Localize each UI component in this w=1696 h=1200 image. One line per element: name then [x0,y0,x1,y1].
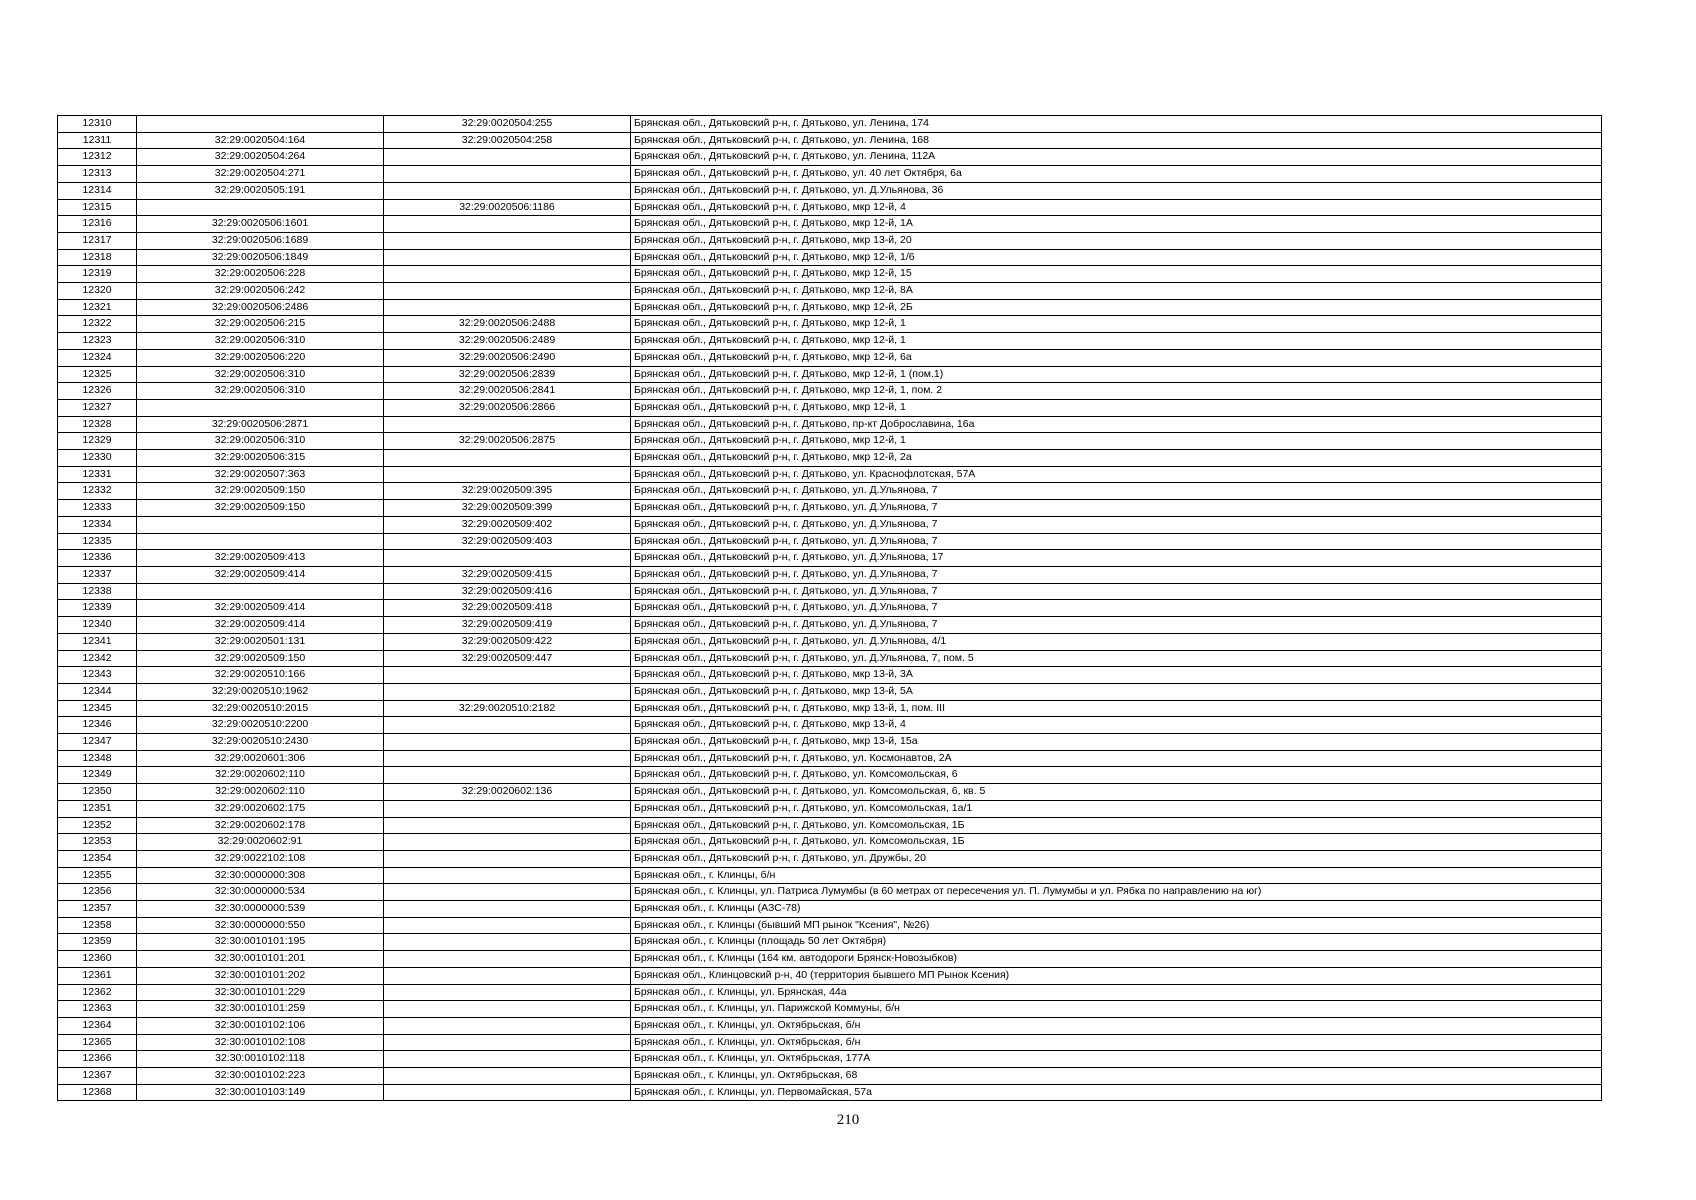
object-number-cell [384,266,631,283]
object-number-cell [384,450,631,467]
row-number-cell: 12322 [58,316,137,333]
parcel-number-cell: 32:30:0010101:229 [137,984,384,1001]
row-number-cell: 12311 [58,132,137,149]
object-number-cell: 32:29:0020509:447 [384,650,631,667]
property-table [57,115,1602,1101]
parcel-number-cell: 32:29:0020509:150 [137,650,384,667]
object-number-cell [384,734,631,751]
parcel-number-cell: 32:29:0020510:2200 [137,717,384,734]
object-number-cell [384,683,631,700]
row-number-cell: 12346 [58,717,137,734]
parcel-number-cell: 32:30:0010102:223 [137,1068,384,1085]
object-number-cell [384,182,631,199]
address-cell: Брянская обл., г. Клинцы (площадь 50 лет Октября) [631,934,1602,951]
address-cell: Брянская обл., Дятьковский р-н, г. Дятьково, ул. Д.Ульянова, 7 [631,500,1602,517]
object-number-cell [384,967,631,984]
row-number-cell: 12332 [58,483,137,500]
table-row [58,266,1602,283]
parcel-number-cell: 32:29:0020506:310 [137,433,384,450]
table-row [58,817,1602,834]
row-number-cell: 12329 [58,433,137,450]
parcel-number-cell: 32:29:0020506:1601 [137,216,384,233]
object-number-cell [384,800,631,817]
address-cell: Брянская обл., г. Клинцы, ул. Октябрьская, б/н [631,1017,1602,1034]
parcel-number-cell [137,199,384,216]
table-row [58,483,1602,500]
object-number-cell [384,1051,631,1068]
object-number-cell [384,216,631,233]
parcel-number-cell: 32:29:0020506:310 [137,383,384,400]
parcel-number-cell: 32:29:0020510:2015 [137,700,384,717]
object-number-cell [384,249,631,266]
object-number-cell: 32:29:0020509:399 [384,500,631,517]
address-cell: Брянская обл., Дятьковский р-н, г. Дятьково, мкр 12-й, 6а [631,349,1602,366]
object-number-cell: 32:29:0020506:2841 [384,383,631,400]
object-number-cell: 32:29:0020509:416 [384,583,631,600]
address-cell: Брянская обл., Дятьковский р-н, г. Дятьково, мкр 13-й, 3А [631,667,1602,684]
address-cell: Брянская обл., г. Клинцы, ул. Брянская, 44а [631,984,1602,1001]
address-cell: Брянская обл., Клинцовский р-н, 40 (территория бывшего МП Рынок Ксения) [631,967,1602,984]
row-number-cell: 12341 [58,633,137,650]
object-number-cell [384,299,631,316]
parcel-number-cell: 32:29:0020504:164 [137,132,384,149]
object-number-cell: 32:29:0020506:1186 [384,199,631,216]
address-cell: Брянская обл., Дятьковский р-н, г. Дятьково, мкр 13-й, 20 [631,232,1602,249]
table-row [58,283,1602,300]
table-row [58,1084,1602,1101]
table-row [58,600,1602,617]
object-number-cell [384,1084,631,1101]
row-number-cell: 12325 [58,366,137,383]
table-row [58,1051,1602,1068]
parcel-number-cell: 32:29:0020506:1689 [137,232,384,249]
parcel-number-cell: 32:29:0020509:414 [137,600,384,617]
object-number-cell [384,667,631,684]
parcel-number-cell: 32:29:0020504:264 [137,149,384,166]
row-number-cell: 12348 [58,750,137,767]
parcel-number-cell: 32:29:0020506:242 [137,283,384,300]
object-number-cell: 32:29:0020506:2489 [384,333,631,350]
object-number-cell: 32:29:0020510:2182 [384,700,631,717]
parcel-number-cell: 32:29:0020602:91 [137,834,384,851]
row-number-cell: 12312 [58,149,137,166]
parcel-number-cell: 32:29:0020602:110 [137,784,384,801]
object-number-cell [384,884,631,901]
row-number-cell: 12349 [58,767,137,784]
object-number-cell [384,934,631,951]
object-number-cell [384,717,631,734]
object-number-cell: 32:29:0020602:136 [384,784,631,801]
table-row [58,800,1602,817]
table-row [58,767,1602,784]
address-cell: Брянская обл., Дятьковский р-н, г. Дятьково, ул. Д.Ульянова, 7 [631,617,1602,634]
table-row [58,633,1602,650]
table-row [58,1034,1602,1051]
table-row [58,683,1602,700]
object-number-cell [384,550,631,567]
row-number-cell: 12344 [58,683,137,700]
parcel-number-cell [137,116,384,133]
row-number-cell: 12326 [58,383,137,400]
parcel-number-cell: 32:30:0010101:195 [137,934,384,951]
table-row [58,299,1602,316]
address-cell: Брянская обл., г. Клинцы, ул. Октябрьская, 177А [631,1051,1602,1068]
parcel-number-cell: 32:29:0020602:175 [137,800,384,817]
address-cell: Брянская обл., Дятьковский р-н, г. Дятьково, мкр 12-й, 1 [631,399,1602,416]
parcel-number-cell: 32:30:0010101:201 [137,951,384,968]
parcel-number-cell: 32:30:0000000:539 [137,901,384,918]
object-number-cell: 32:29:0020509:419 [384,617,631,634]
address-cell: Брянская обл., Дятьковский р-н, г. Дятьково, ул. Космонавтов, 2А [631,750,1602,767]
table-row [58,750,1602,767]
table-row [58,734,1602,751]
parcel-number-cell: 32:29:0020501:131 [137,633,384,650]
address-cell: Брянская обл., г. Клинцы, ул. Октябрьская, 68 [631,1068,1602,1085]
parcel-number-cell: 32:30:0010102:106 [137,1017,384,1034]
address-cell: Брянская обл., Дятьковский р-н, г. Дятьково, мкр 12-й, 8А [631,283,1602,300]
table-row [58,383,1602,400]
table-row [58,967,1602,984]
object-number-cell [384,984,631,1001]
table-row [58,450,1602,467]
row-number-cell: 12333 [58,500,137,517]
address-cell: Брянская обл., Дятьковский р-н, г. Дятьково, ул. Краснофлотская, 57А [631,466,1602,483]
table-row [58,784,1602,801]
address-cell: Брянская обл., Дятьковский р-н, г. Дятьково, ул. Дружбы, 20 [631,850,1602,867]
parcel-number-cell: 32:30:0010102:118 [137,1051,384,1068]
table-row [58,466,1602,483]
address-cell: Брянская обл., Дятьковский р-н, г. Дятьково, ул. Д.Ульянова, 36 [631,182,1602,199]
table-row [58,650,1602,667]
row-number-cell: 12323 [58,333,137,350]
table-row [58,182,1602,199]
address-cell: Брянская обл., Дятьковский р-н, г. Дятьково, мкр 13-й, 5А [631,683,1602,700]
object-number-cell: 32:29:0020504:258 [384,132,631,149]
address-cell: Брянская обл., г. Клинцы, б/н [631,867,1602,884]
parcel-number-cell: 32:29:0020506:310 [137,333,384,350]
object-number-cell: 32:29:0020506:2866 [384,399,631,416]
address-cell: Брянская обл., Дятьковский р-н, г. Дятьково, ул. Комсомольская, 1а/1 [631,800,1602,817]
row-number-cell: 12318 [58,249,137,266]
table-row [58,984,1602,1001]
row-number-cell: 12347 [58,734,137,751]
address-cell: Брянская обл., Дятьковский р-н, г. Дятьково, мкр 12-й, 1 [631,316,1602,333]
parcel-number-cell: 32:29:0020506:1849 [137,249,384,266]
parcel-number-cell: 32:30:0000000:550 [137,917,384,934]
address-cell: Брянская обл., г. Клинцы, ул. Октябрьская, б/н [631,1034,1602,1051]
object-number-cell [384,901,631,918]
parcel-number-cell: 32:30:0010102:108 [137,1034,384,1051]
table-row [58,550,1602,567]
address-cell: Брянская обл., Дятьковский р-н, г. Дятьково, мкр 12-й, 1 [631,433,1602,450]
address-cell: Брянская обл., Дятьковский р-н, г. Дятьково, мкр 12-й, 1А [631,216,1602,233]
object-number-cell: 32:29:0020509:395 [384,483,631,500]
object-number-cell [384,767,631,784]
parcel-number-cell: 32:29:0020506:315 [137,450,384,467]
row-number-cell: 12361 [58,967,137,984]
parcel-number-cell: 32:30:0010101:202 [137,967,384,984]
row-number-cell: 12327 [58,399,137,416]
address-cell: Брянская обл., Дятьковский р-н, г. Дятьково, ул. Д.Ульянова, 4/1 [631,633,1602,650]
row-number-cell: 12360 [58,951,137,968]
parcel-number-cell: 32:30:0000000:534 [137,884,384,901]
object-number-cell: 32:29:0020506:2490 [384,349,631,366]
table-row [58,850,1602,867]
object-number-cell [384,867,631,884]
table-row [58,232,1602,249]
object-number-cell [384,1068,631,1085]
row-number-cell: 12363 [58,1001,137,1018]
object-number-cell [384,1001,631,1018]
parcel-number-cell: 32:29:0020510:166 [137,667,384,684]
parcel-number-cell [137,516,384,533]
address-cell: Брянская обл., Дятьковский р-н, г. Дятьково, ул. Д.Ульянова, 7 [631,583,1602,600]
object-number-cell: 32:29:0020506:2488 [384,316,631,333]
parcel-number-cell: 32:29:0020602:110 [137,767,384,784]
address-cell: Брянская обл., Дятьковский р-н, г. Дятьково, ул. Д.Ульянова, 7 [631,533,1602,550]
object-number-cell: 32:29:0020509:403 [384,533,631,550]
address-cell: Брянская обл., г. Клинцы, ул. Патриса Лумумбы (в 60 метрах от пересечения ул. П. Лумумбы и ул. Рябка по направлению на юг) [631,884,1602,901]
table-row [58,700,1602,717]
table-row [58,934,1602,951]
object-number-cell [384,917,631,934]
row-number-cell: 12366 [58,1051,137,1068]
object-number-cell [384,850,631,867]
table-row [58,166,1602,183]
object-number-cell [384,283,631,300]
object-number-cell [384,834,631,851]
table-row [58,349,1602,366]
table-row [58,316,1602,333]
table-row [58,884,1602,901]
row-number-cell: 12356 [58,884,137,901]
parcel-number-cell: 32:30:0000000:308 [137,867,384,884]
row-number-cell: 12354 [58,850,137,867]
address-cell: Брянская обл., г. Клинцы (АЗС-78) [631,901,1602,918]
object-number-cell [384,416,631,433]
parcel-number-cell: 32:29:0020601:306 [137,750,384,767]
table-row [58,566,1602,583]
row-number-cell: 12336 [58,550,137,567]
row-number-cell: 12351 [58,800,137,817]
address-cell: Брянская обл., Дятьковский р-н, г. Дятьково, мкр 13-й, 4 [631,717,1602,734]
object-number-cell: 32:29:0020509:418 [384,600,631,617]
object-number-cell: 32:29:0020506:2875 [384,433,631,450]
row-number-cell: 12367 [58,1068,137,1085]
row-number-cell: 12338 [58,583,137,600]
object-number-cell [384,466,631,483]
table-row [58,116,1602,133]
row-number-cell: 12313 [58,166,137,183]
row-number-cell: 12337 [58,566,137,583]
table-row [58,533,1602,550]
object-number-cell: 32:29:0020504:255 [384,116,631,133]
address-cell: Брянская обл., Дятьковский р-н, г. Дятьково, мкр 13-й, 1, пом. III [631,700,1602,717]
parcel-number-cell: 32:29:0020509:150 [137,483,384,500]
page-number: 210 [836,1112,860,1128]
parcel-number-cell: 32:29:0020509:414 [137,566,384,583]
address-cell: Брянская обл., г. Клинцы, ул. Первомайская, 57а [631,1084,1602,1101]
table-row [58,216,1602,233]
object-number-cell [384,166,631,183]
table-row [58,399,1602,416]
table-row [58,717,1602,734]
row-number-cell: 12339 [58,600,137,617]
table-body [58,116,1602,1101]
object-number-cell [384,232,631,249]
object-number-cell: 32:29:0020509:422 [384,633,631,650]
row-number-cell: 12343 [58,667,137,684]
row-number-cell: 12340 [58,617,137,634]
parcel-number-cell: 32:29:0020602:178 [137,817,384,834]
parcel-number-cell: 32:30:0010103:149 [137,1084,384,1101]
object-number-cell [384,149,631,166]
table-row [58,500,1602,517]
table-row [58,433,1602,450]
table-row [58,667,1602,684]
row-number-cell: 12321 [58,299,137,316]
table-row [58,901,1602,918]
row-number-cell: 12328 [58,416,137,433]
table-row [58,333,1602,350]
parcel-number-cell: 32:29:0020505:191 [137,182,384,199]
address-cell: Брянская обл., Дятьковский р-н, г. Дятьково, мкр 12-й, 1/6 [631,249,1602,266]
row-number-cell: 12316 [58,216,137,233]
table-row [58,951,1602,968]
address-cell: Брянская обл., Дятьковский р-н, г. Дятьково, мкр 12-й, 2а [631,450,1602,467]
row-number-cell: 12362 [58,984,137,1001]
parcel-number-cell: 32:29:0020504:271 [137,166,384,183]
address-cell: Брянская обл., Дятьковский р-н, г. Дятьково, ул. Д.Ульянова, 7 [631,516,1602,533]
row-number-cell: 12319 [58,266,137,283]
address-cell: Брянская обл., Дятьковский р-н, г. Дятьково, ул. Ленина, 112А [631,149,1602,166]
table-row [58,1001,1602,1018]
parcel-number-cell: 32:29:0020506:310 [137,366,384,383]
table-row [58,416,1602,433]
parcel-number-cell: 32:29:0020510:1962 [137,683,384,700]
address-cell: Брянская обл., Дятьковский р-н, г. Дятьково, ул. 40 лет Октября, 6а [631,166,1602,183]
address-cell: Брянская обл., Дятьковский р-н, г. Дятьково, ул. Ленина, 168 [631,132,1602,149]
address-cell: Брянская обл., Дятьковский р-н, г. Дятьково, мкр 13-й, 15а [631,734,1602,751]
table-row [58,617,1602,634]
parcel-number-cell: 32:29:0020509:414 [137,617,384,634]
address-cell: Брянская обл., г. Клинцы (бывший МП рынок "Ксения", №26) [631,917,1602,934]
row-number-cell: 12342 [58,650,137,667]
row-number-cell: 12335 [58,533,137,550]
row-number-cell: 12357 [58,901,137,918]
table-row [58,199,1602,216]
parcel-number-cell: 32:29:0020506:215 [137,316,384,333]
address-cell: Брянская обл., г. Клинцы, ул. Парижской Коммуны, б/н [631,1001,1602,1018]
object-number-cell [384,750,631,767]
table-row [58,249,1602,266]
address-cell: Брянская обл., Дятьковский р-н, г. Дятьково, ул. Комсомольская, 1Б [631,834,1602,851]
address-cell: Брянская обл., Дятьковский р-н, г. Дятьково, ул. Комсомольская, 6, кв. 5 [631,784,1602,801]
row-number-cell: 12353 [58,834,137,851]
address-cell: Брянская обл., Дятьковский р-н, г. Дятьково, ул. Д.Ульянова, 7, пом. 5 [631,650,1602,667]
table-row [58,917,1602,934]
row-number-cell: 12330 [58,450,137,467]
address-cell: Брянская обл., Дятьковский р-н, г. Дятьково, ул. Д.Ульянова, 17 [631,550,1602,567]
object-number-cell [384,951,631,968]
row-number-cell: 12355 [58,867,137,884]
parcel-number-cell: 32:29:0020506:228 [137,266,384,283]
address-cell: Брянская обл., Дятьковский р-н, г. Дятьково, пр-кт Доброславина, 16а [631,416,1602,433]
address-cell: Брянская обл., Дятьковский р-н, г. Дятьково, ул. Ленина, 174 [631,116,1602,133]
parcel-number-cell [137,583,384,600]
parcel-number-cell [137,533,384,550]
row-number-cell: 12364 [58,1017,137,1034]
parcel-number-cell: 32:29:0020509:150 [137,500,384,517]
row-number-cell: 12368 [58,1084,137,1101]
address-cell: Брянская обл., Дятьковский р-н, г. Дятьково, мкр 12-й, 4 [631,199,1602,216]
row-number-cell: 12345 [58,700,137,717]
address-cell: Брянская обл., Дятьковский р-н, г. Дятьково, ул. Д.Ульянова, 7 [631,600,1602,617]
address-cell: Брянская обл., Дятьковский р-н, г. Дятьково, мкр 12-й, 1, пом. 2 [631,383,1602,400]
parcel-number-cell: 32:29:0022102:108 [137,850,384,867]
object-number-cell [384,1034,631,1051]
address-cell: Брянская обл., Дятьковский р-н, г. Дятьково, ул. Д.Ульянова, 7 [631,566,1602,583]
parcel-number-cell: 32:29:0020506:220 [137,349,384,366]
address-cell: Брянская обл., г. Клинцы (164 км. автодороги Брянск-Новозыбков) [631,951,1602,968]
row-number-cell: 12314 [58,182,137,199]
row-number-cell: 12358 [58,917,137,934]
parcel-number-cell: 32:29:0020510:2430 [137,734,384,751]
table-row [58,366,1602,383]
row-number-cell: 12324 [58,349,137,366]
row-number-cell: 12320 [58,283,137,300]
object-number-cell: 32:29:0020506:2839 [384,366,631,383]
table-row [58,834,1602,851]
table-row [58,516,1602,533]
table-row [58,1017,1602,1034]
address-cell: Брянская обл., Дятьковский р-н, г. Дятьково, ул. Комсомольская, 1Б [631,817,1602,834]
row-number-cell: 12365 [58,1034,137,1051]
parcel-number-cell: 32:29:0020506:2871 [137,416,384,433]
row-number-cell: 12331 [58,466,137,483]
object-number-cell [384,1017,631,1034]
table-row [58,149,1602,166]
row-number-cell: 12315 [58,199,137,216]
parcel-number-cell: 32:29:0020509:413 [137,550,384,567]
address-cell: Брянская обл., Дятьковский р-н, г. Дятьково, мкр 12-й, 2Б [631,299,1602,316]
parcel-number-cell [137,399,384,416]
parcel-number-cell: 32:30:0010101:259 [137,1001,384,1018]
address-cell: Брянская обл., Дятьковский р-н, г. Дятьково, мкр 12-й, 1 [631,333,1602,350]
object-number-cell [384,817,631,834]
parcel-number-cell: 32:29:0020506:2486 [137,299,384,316]
table-row [58,1068,1602,1085]
row-number-cell: 12310 [58,116,137,133]
row-number-cell: 12359 [58,934,137,951]
table-row [58,867,1602,884]
table-row [58,132,1602,149]
object-number-cell: 32:29:0020509:415 [384,566,631,583]
table-row [58,583,1602,600]
parcel-number-cell: 32:29:0020507:363 [137,466,384,483]
row-number-cell: 12334 [58,516,137,533]
address-cell: Брянская обл., Дятьковский р-н, г. Дятьково, ул. Комсомольская, 6 [631,767,1602,784]
row-number-cell: 12352 [58,817,137,834]
object-number-cell: 32:29:0020509:402 [384,516,631,533]
address-cell: Брянская обл., Дятьковский р-н, г. Дятьково, мкр 12-й, 15 [631,266,1602,283]
address-cell: Брянская обл., Дятьковский р-н, г. Дятьково, ул. Д.Ульянова, 7 [631,483,1602,500]
row-number-cell: 12350 [58,784,137,801]
address-cell: Брянская обл., Дятьковский р-н, г. Дятьково, мкр 12-й, 1 (пом.1) [631,366,1602,383]
row-number-cell: 12317 [58,232,137,249]
